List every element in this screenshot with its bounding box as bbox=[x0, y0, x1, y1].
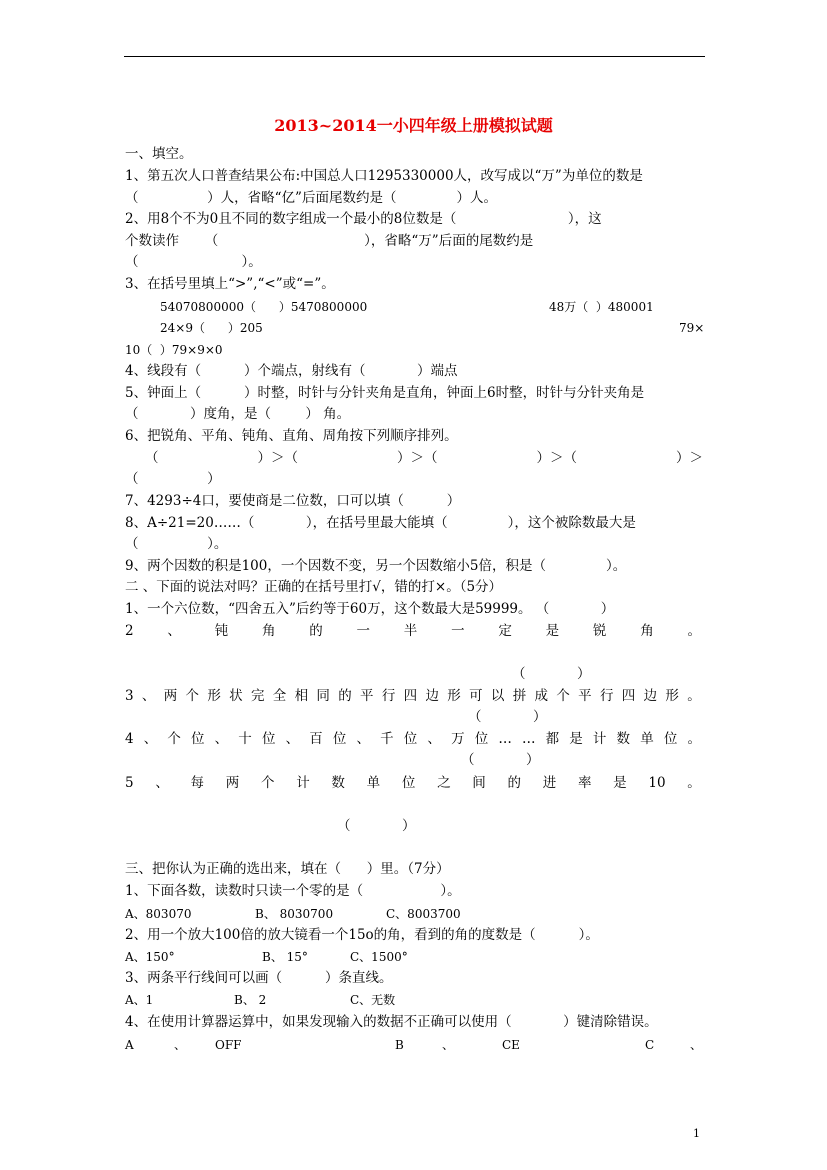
statement-char: 平 bbox=[578, 688, 592, 704]
q2-4-statement bbox=[125, 731, 701, 747]
statement-char: 单 bbox=[640, 731, 654, 747]
statement-char: 是 bbox=[613, 775, 627, 791]
statement-char: 十 bbox=[238, 731, 252, 747]
statement-char: 。 bbox=[687, 688, 701, 704]
statement-char: 角 bbox=[640, 623, 654, 639]
statement-char: 间 bbox=[472, 775, 486, 791]
section2-header: 二 、下面的说法对吗？正确的在括号里打√，错的打×。（5分） bbox=[125, 579, 503, 595]
statement-char: 千 bbox=[380, 731, 394, 747]
statement-char: 进 bbox=[542, 775, 557, 791]
q3-2-option-a: A、150° bbox=[125, 950, 175, 964]
statement-char: 成 bbox=[534, 688, 549, 704]
q1-5-line1: 5、钟面上（ ）时整，时针与分针夹角是直角，钟面上6时整，时针与分针夹角是 bbox=[125, 385, 645, 401]
q1-1-line1: 1、第五次人口普查结果公布:中国总人口1295330000人，改写成以“万”为单位的数是 bbox=[125, 168, 643, 184]
q3-2: 2、用一个放大100倍的放大镜看一个15o的角，看到的角的度数是（ ）。 bbox=[125, 927, 599, 943]
statement-char: 之 bbox=[437, 775, 451, 791]
statement-char: 3 bbox=[125, 688, 134, 704]
q1-3-item1: 54070800000（ ）5470800000 bbox=[160, 300, 368, 314]
statement-char: 5 bbox=[125, 775, 134, 791]
statement-char: 的 bbox=[507, 775, 521, 791]
statement-char: 边 bbox=[425, 688, 439, 704]
statement-char: … bbox=[498, 731, 512, 747]
statement-char: 计 bbox=[592, 731, 607, 747]
statement-char: 形 bbox=[207, 688, 221, 704]
q1-6-blank: ）＞（ bbox=[536, 450, 577, 466]
statement-char: 位 bbox=[663, 731, 678, 747]
q3-4-option-c-letter: C bbox=[645, 1038, 655, 1052]
q1-6-order-row bbox=[145, 450, 703, 466]
q3-3-option-b: B、 2 bbox=[234, 993, 267, 1007]
statement-char: 位 bbox=[401, 775, 416, 791]
q1-7: 7、4293÷4口，要使商是二位数，口可以填（ ） bbox=[125, 493, 461, 509]
section3-header: 三、把你认为正确的选出来，填在（ ）里。（7分） bbox=[125, 861, 450, 877]
statement-char: 、 bbox=[155, 775, 169, 791]
statement-char: 同 bbox=[316, 688, 330, 704]
statement-char: 钝 bbox=[214, 623, 229, 639]
q1-6-prompt: 6、把锐角、平角、钝角、直角、周角按下列顺序排列。 bbox=[125, 428, 458, 444]
q2-5-answer-blank: （ ） bbox=[337, 818, 416, 834]
statement-char: 行 bbox=[599, 688, 614, 704]
statement-char: 以 bbox=[490, 688, 505, 704]
statement-char: 、 bbox=[214, 731, 229, 747]
statement-char: 形 bbox=[665, 688, 679, 704]
statement-char: 个 bbox=[185, 688, 200, 704]
statement-char: 角 bbox=[261, 623, 276, 639]
q1-2-line3: （ ）。 bbox=[125, 254, 262, 270]
q3-4-option-a-text: OFF bbox=[215, 1038, 242, 1052]
q3-4-option-b-text: CE bbox=[502, 1038, 520, 1052]
q3-1-option-c: C、8003700 bbox=[386, 907, 461, 921]
statement-char: 状 bbox=[229, 688, 243, 704]
q3-4-option-b-sep: 、 bbox=[442, 1038, 455, 1052]
statement-char: 两 bbox=[163, 688, 178, 704]
q3-3-option-a: A、1 bbox=[125, 993, 154, 1007]
statement-char: 边 bbox=[643, 688, 658, 704]
q2-2-statement bbox=[125, 623, 701, 639]
statement-char: 的 bbox=[338, 688, 352, 704]
q3-1-option-a: A、803070 bbox=[125, 907, 192, 921]
q1-2-line2: 个数读作 （ ），省略“万”后面的尾数约是 bbox=[125, 233, 534, 249]
q1-3-item2: 48万（ ）480001 bbox=[549, 300, 654, 314]
statement-char: 平 bbox=[360, 688, 374, 704]
q3-2-option-b: B、 15° bbox=[262, 950, 308, 964]
q3-4-option-b-letter: B bbox=[395, 1038, 404, 1052]
q3-4-option-c-sep: 、 bbox=[690, 1038, 703, 1052]
statement-char: 、 bbox=[427, 731, 441, 747]
section1-header: 一、填空。 bbox=[125, 146, 193, 162]
statement-char: 是 bbox=[569, 731, 583, 747]
q1-6-blank: （ bbox=[145, 450, 159, 466]
q1-3-item4-end: 10（ ）79×9×0 bbox=[125, 343, 223, 357]
page-title: 2013~2014一小四年级上册模拟试题 bbox=[274, 116, 553, 135]
statement-char: 2 bbox=[125, 623, 134, 639]
q3-4: 4、在使用计算器运算中，如果发现输入的数据不正确可以使用（ ）键清除错误。 bbox=[125, 1014, 658, 1030]
statement-char: 完 bbox=[250, 688, 265, 704]
q3-2-option-c: C、1500° bbox=[350, 950, 408, 964]
statement-char: 数 bbox=[616, 731, 631, 747]
q3-4-option-a-letter: A bbox=[125, 1038, 134, 1052]
statement-char: 10 bbox=[648, 775, 666, 791]
q1-6-last: （ ） bbox=[125, 471, 221, 487]
q3-1-option-b: B、 8030700 bbox=[255, 907, 334, 921]
q2-4-answer-blank: （ ） bbox=[461, 752, 540, 768]
statement-char: 数 bbox=[331, 775, 345, 791]
statement-char: 单 bbox=[366, 775, 381, 791]
statement-char: 百 bbox=[309, 731, 323, 747]
statement-char: 、 bbox=[285, 731, 300, 747]
statement-char: 位 bbox=[332, 731, 347, 747]
statement-char: 锐 bbox=[592, 623, 607, 639]
q2-3-statement bbox=[125, 688, 701, 704]
statement-char: 。 bbox=[687, 775, 701, 791]
statement-char: 四 bbox=[621, 688, 636, 704]
statement-char: 个 bbox=[260, 775, 275, 791]
q1-4: 4、线段有（ ）个端点，射线有（ ）端点 bbox=[125, 363, 458, 379]
statement-char: 都 bbox=[545, 731, 560, 747]
statement-char: 率 bbox=[577, 775, 592, 791]
statement-char: 的 bbox=[309, 623, 323, 639]
q1-6-blank: ）＞ bbox=[676, 450, 703, 466]
q2-5-statement bbox=[125, 775, 701, 791]
statement-char: 定 bbox=[498, 623, 512, 639]
statement-char: 4 bbox=[125, 731, 134, 747]
q1-3-item3: 24×9（ ）205 bbox=[160, 321, 263, 335]
statement-char: 每 bbox=[190, 775, 205, 791]
q1-5-line2: （ ）度角，是（ ） 角。 bbox=[125, 406, 351, 422]
statement-char: 两 bbox=[225, 775, 240, 791]
q1-8-line1: 8、A÷21=20……（ ），在括号里最大能填（ ），这个被除数最大是 bbox=[125, 515, 636, 531]
statement-char: 半 bbox=[403, 623, 418, 639]
statement-char: 形 bbox=[447, 688, 461, 704]
statement-char: 。 bbox=[687, 623, 701, 639]
q1-3-item4-start: 79× bbox=[679, 321, 705, 335]
q1-8-line2: （ ）。 bbox=[125, 536, 228, 552]
q1-3-prompt: 3、在括号里填上“>”,“<”或“=”。 bbox=[125, 276, 335, 292]
statement-char: 位 bbox=[261, 731, 276, 747]
statement-char: 、 bbox=[356, 731, 370, 747]
statement-char: 四 bbox=[403, 688, 418, 704]
q2-3-answer-blank: （ ） bbox=[468, 709, 547, 725]
statement-char: 个 bbox=[167, 731, 181, 747]
statement-char: 计 bbox=[296, 775, 310, 791]
statement-char: 万 bbox=[451, 731, 465, 747]
statement-char: 、 bbox=[141, 688, 156, 704]
page-number: 1 bbox=[693, 1127, 700, 1140]
q1-9: 9、两个因数的积是100，一个因数不变，另一个因数缩小5倍，积是（ ）。 bbox=[125, 558, 627, 574]
header-rule bbox=[124, 56, 705, 57]
statement-char: 位 bbox=[403, 731, 418, 747]
statement-char: 全 bbox=[272, 688, 287, 704]
statement-char: 可 bbox=[469, 688, 483, 704]
statement-char: 一 bbox=[451, 623, 465, 639]
statement-char: 、 bbox=[143, 731, 158, 747]
statement-char: … bbox=[521, 731, 536, 747]
statement-char: 相 bbox=[294, 688, 309, 704]
statement-char: 、 bbox=[167, 623, 181, 639]
statement-char: 一 bbox=[356, 623, 370, 639]
statement-char: 位 bbox=[474, 731, 489, 747]
q1-6-blank: ）＞（ bbox=[257, 450, 298, 466]
q1-1-line2: （ ）人，省略“亿”后面尾数约是（ ）人。 bbox=[125, 190, 498, 206]
statement-char: 个 bbox=[556, 688, 570, 704]
q1-2-line1: 2、用8个不为0且不同的数字组成一个最小的8位数是（ ），这 bbox=[125, 211, 602, 227]
q3-1: 1、下面各数，读数时只读一个零的是（ ）。 bbox=[125, 883, 461, 899]
statement-char: 行 bbox=[381, 688, 396, 704]
q3-3-option-c: C、无数 bbox=[350, 993, 396, 1007]
statement-char: 。 bbox=[687, 731, 701, 747]
q1-6-blank: ）＞（ bbox=[397, 450, 438, 466]
statement-char: 是 bbox=[545, 623, 560, 639]
statement-char: 位 bbox=[191, 731, 205, 747]
q3-4-option-a-sep: 、 bbox=[174, 1038, 187, 1052]
q2-2-answer-blank: （ ） bbox=[512, 666, 591, 682]
q2-1: 1、一个六位数，“四舍五入”后约等于60万，这个数最大是59999。 （ ） bbox=[125, 601, 615, 617]
q3-3: 3、两条平行线间可以画（ ）条直线。 bbox=[125, 970, 393, 986]
statement-char: 拼 bbox=[512, 688, 527, 704]
